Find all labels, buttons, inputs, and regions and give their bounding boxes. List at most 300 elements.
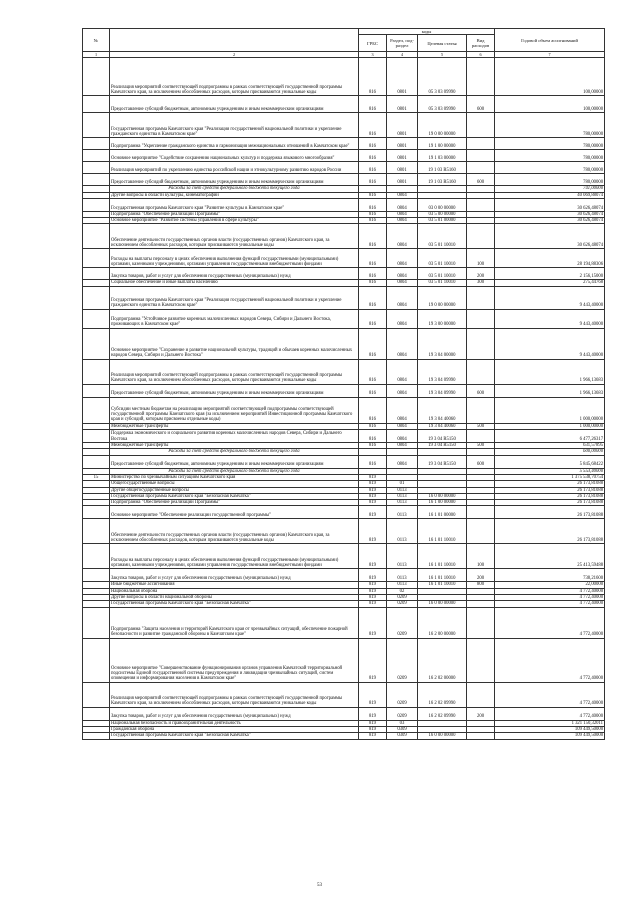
expense-type-cell: 200 [467,707,495,720]
grbs-cell: 819 [359,682,387,707]
expense-type-cell [467,328,495,359]
amount-cell: 1 000,00000 [495,423,605,429]
grbs-cell: 819 [359,500,387,506]
amount-cell: 4 772,40000 [495,638,605,682]
grbs-cell: 819 [359,601,387,607]
expense-type-cell [467,397,495,423]
row-number-cell [83,138,110,150]
expense-type-cell: 100 [467,249,495,268]
col-num-5: 5 [418,52,467,58]
amount-cell: 6 477,26317 [495,430,605,443]
grbs-cell: 816 [359,286,387,309]
razdel-cell: 0801 [387,138,418,150]
razdel-cell: 0804 [387,286,418,309]
row-name-cell: Государственная программа Камчатского края "Реализация государственной национальной политики и укрепление гражданского единства в Камчатском крае" [110,286,359,309]
razdel-cell: 0801 [387,150,418,162]
target-article-cell: 16 0 00 00000 [418,733,467,739]
amount-cell: 40 069,88074 [495,192,605,198]
table-row [83,607,605,638]
table-row [83,638,605,682]
header-grbs: ГРБС [359,35,387,52]
row-number-cell [83,638,110,682]
row-name-cell: Подпрограмма "Обеспечение реализации Программы" [110,211,359,217]
expense-type-cell [467,198,495,211]
grbs-cell: 819 [359,607,387,638]
amount-cell: 1 966,13683 [495,359,605,384]
target-article-cell: 03 5 01 10010 [418,249,467,268]
row-name-cell: Подпрограмма "Защита населения и территорий Камчатского края от чрезвычайных ситуаций, обеспечение пожарной безопасности и развитие гражданской обороны в Камчатском крае" [110,607,359,638]
table-row [83,544,605,569]
razdel-cell: 0801 [387,174,418,186]
row-number-cell [83,384,110,397]
row-name-cell: Закупка товаров, работ и услуг для обеспечения государственных (муниципальных) нужд [110,569,359,582]
row-number-cell [83,113,110,138]
target-article-cell: 16 0 00 00000 [418,493,467,499]
target-article-cell: 19 3 04 R5150 [418,443,467,449]
expense-type-cell [467,224,495,249]
grbs-cell: 819 [359,487,387,493]
row-name-cell: Поддержка экономического и социального развития коренных малочисленных народов Севера, Сибири и Дальнего Востока [110,430,359,443]
row-name-cell: Обеспечение деятельности государственных органов власти (государственных органов) Камчатского края, за исключением обособленных расходов, которым присваиваются уникальные коды [110,224,359,249]
target-article-cell: 19 0 00 00000 [418,113,467,138]
table-row [83,430,605,443]
expense-type-cell: 500 [467,423,495,429]
target-article-cell: 16 0 00 00000 [418,601,467,607]
expense-type-cell [467,58,495,96]
amount-cell: 26 173,81088 [495,506,605,519]
row-number-cell [83,544,110,569]
row-number-cell [83,455,110,468]
grbs-cell: 819 [359,707,387,720]
grbs-cell: 816 [359,249,387,268]
table-row [83,397,605,423]
table-row [83,224,605,249]
row-name-cell: Основное мероприятие "Совершенствование функционирования органов управления Камчатской территориальной подсистемы Единой государственной системы предупреждения и ликвидации чрезвычайных ситуаций, систем оповещения и информирования населения в Камчатском крае" [110,638,359,682]
grbs-cell: 816 [359,150,387,162]
grbs-cell: 816 [359,430,387,443]
table-row [83,174,605,186]
target-article-cell: 03 5 01 10010 [418,224,467,249]
razdel-cell: 0801 [387,96,418,113]
razdel-cell: 0209 [387,682,418,707]
target-article-cell: 19 3 04 09990 [418,384,467,397]
grbs-cell: 816 [359,384,387,397]
expense-type-cell [467,638,495,682]
expense-type-cell [467,309,495,328]
grbs-cell: 816 [359,455,387,468]
table-row [83,733,605,739]
amount-cell: 26 173,81088 [495,500,605,506]
amount-cell: 26 173,81088 [495,493,605,499]
row-name-cell: Государственная программа Камчатского края "Развитие культуры в Камчатском крае" [110,198,359,211]
razdel-cell: 0209 [387,638,418,682]
razdel-cell: 0209 [387,601,418,607]
grbs-cell: 819 [359,733,387,739]
row-number-cell [83,682,110,707]
grbs-cell: 816 [359,268,387,280]
amount-cell: 4 772,40000 [495,601,605,607]
row-name-cell: Министерство по чрезвычайным ситуациям Камчатского края [110,474,359,480]
table-row [83,286,605,309]
grbs-cell: 816 [359,309,387,328]
row-number-cell [83,58,110,96]
target-article-cell: 16 2 02 09990 [418,707,467,720]
expense-type-cell: 300 [467,280,495,286]
target-article-cell: 19 3 04 40060 [418,397,467,423]
amount-cell: 100,00000 [495,96,605,113]
razdel-cell: 03 [387,720,418,726]
target-article-cell: 16 1 00 00000 [418,500,467,506]
target-article-cell: 19 3 00 00000 [418,309,467,328]
row-number-cell [83,96,110,113]
row-name-cell: Национальная оборона [110,588,359,594]
expense-type-cell [467,359,495,384]
grbs-cell: 819 [359,595,387,601]
grbs-cell: 816 [359,328,387,359]
expense-type-cell [467,682,495,707]
razdel-cell: 0804 [387,359,418,384]
table-row [83,162,605,174]
expense-type-cell [467,286,495,309]
row-number-cell [83,249,110,268]
expense-type-cell: 600 [467,96,495,113]
expense-type-cell: 500 [467,443,495,449]
budget-table [82,28,605,740]
amount-cell: 4 772,40000 [495,707,605,720]
amount-cell: 780,00000 [495,113,605,138]
target-article-cell: 19 3 04 40060 [418,423,467,429]
row-name-cell: Предоставление субсидий бюджетным, автономным учреждениям и иным некоммерческим организациям [110,174,359,186]
target-article-cell: 16 1 01 10010 [418,519,467,544]
grbs-cell: 816 [359,423,387,429]
target-article-cell: 16 1 01 00000 [418,506,467,519]
row-name-cell: Реализация мероприятий соответствующей подпрограммы в рамках соответствующей государственной программы Камчатского края, за исключением обособленных расходов, которым присваиваются уникальные коды [110,359,359,384]
row-number-cell: 15 [83,474,110,480]
grbs-cell: 819 [359,569,387,582]
table-row [83,268,605,280]
grbs-cell: 816 [359,280,387,286]
razdel-cell: 0804 [387,280,418,286]
row-name-cell: Основное мероприятие "Сохранение и развитие национальной культуры, традиций и обычаев коренных малочисленных народов Севера, Сибири и Дальнего Востока" [110,328,359,359]
grbs-cell: 819 [359,519,387,544]
razdel-cell: 0801 [387,113,418,138]
row-number-cell [83,707,110,720]
amount-cell: 28 194,88306 [495,249,605,268]
razdel-cell: 0804 [387,455,418,468]
row-number-cell [83,286,110,309]
target-article-cell: 19 3 04 R5150 [418,430,467,443]
amount-cell: 26 173,81088 [495,519,605,544]
table-row [83,309,605,328]
target-article-cell: 03 5 01 10010 [418,280,467,286]
budget-table-page [82,28,604,740]
col-num-3: 3 [359,52,387,58]
grbs-cell: 819 [359,474,387,480]
razdel-cell: 0804 [387,397,418,423]
target-article-cell: 05 3 03 09990 [418,58,467,96]
razdel-cell: 0801 [387,58,418,96]
header-num: № [83,29,110,52]
target-article-cell: 16 2 02 00000 [418,638,467,682]
table-row [83,96,605,113]
razdel-cell: 0804 [387,198,418,211]
grbs-cell: 816 [359,198,387,211]
amount-cell: 5 845,68422 [495,455,605,468]
target-article-cell: 03 0 00 00000 [418,198,467,211]
expense-type-cell [467,430,495,443]
amount-cell: 738,21600 [495,569,605,582]
amount-cell: 780,00000 [495,174,605,186]
target-article-cell: 19 1 03 R5160 [418,174,467,186]
expense-type-cell [467,733,495,739]
grbs-cell: 819 [359,493,387,499]
row-name-cell: Государственная программа Камчатского края "Безопасная Камчатка" [110,733,359,739]
row-name-cell: Иные бюджетные ассигнования [110,582,359,588]
amount-cell: 275,44768 [495,280,605,286]
row-name-cell: Основное мероприятие "Содействие сохранению национальных культур и поддержка языкового многообразия" [110,150,359,162]
row-number-cell [83,569,110,582]
row-name-cell: Государственная программа Камчатского края "Безопасная Камчатка" [110,601,359,607]
target-article-cell: 19 3 04 00000 [418,328,467,359]
grbs-cell: 816 [359,58,387,96]
grbs-cell: 816 [359,224,387,249]
amount-cell: 5 553,40000 [495,468,605,474]
table-row [83,150,605,162]
grbs-cell: 819 [359,506,387,519]
expense-type-cell: 600 [467,174,495,186]
target-article-cell: 19 1 00 00000 [418,138,467,150]
row-number-cell [83,397,110,423]
razdel-cell: 0113 [387,519,418,544]
razdel-cell: 0209 [387,595,418,601]
header-razdel: Раздел, под- раздел [387,35,418,52]
col-num-1: 1 [83,52,110,58]
grbs-cell: 819 [359,481,387,487]
row-number-cell [83,607,110,638]
razdel-cell: 0309 [387,726,418,732]
target-article-cell: 19 1 03 00000 [418,150,467,162]
target-article-cell: 16 2 02 09990 [418,682,467,707]
amount-cell: 9 443,40000 [495,328,605,359]
amount-cell: 780,00000 [495,162,605,174]
amount-cell: 780,00000 [495,150,605,162]
expense-type-cell [467,607,495,638]
amount-cell: 22,00000 [495,582,605,588]
grbs-cell: 819 [359,588,387,594]
amount-cell: 2 156,15000 [495,268,605,280]
razdel-cell: 0113 [387,544,418,569]
amount-cell: 100,00000 [495,58,605,96]
row-name-cell: Национальная безопасность и правоохранительная деятельность [110,720,359,726]
row-name-cell: Расходы на выплаты персоналу в целях обеспечения выполнения функций государственными (муниципальными) органами, казенными учреждениями, органами управления государственными внебюджетными фондами [110,544,359,569]
razdel-cell: 0113 [387,582,418,588]
table-row [83,138,605,150]
header-amount: Годовой объем ассигнований [495,29,605,52]
table-row [83,198,605,211]
table-row [83,682,605,707]
amount-cell: 109 449,50000 [495,733,605,739]
razdel-cell: 0113 [387,569,418,582]
row-name-cell: Расходы на выплаты персоналу в целях обеспечения выполнения функций государственными (муниципальными) органами, казенными учреждениями, органами управления государственными внебюджетными фондами [110,249,359,268]
row-name-cell: Предоставление субсидий бюджетным, автономным учреждениям и иным некоммерческим организациям [110,384,359,397]
row-name-cell: Реализация мероприятий по укреплению единства российской нации и этнокультурному развитию народов России [110,162,359,174]
target-article-cell: 19 3 04 R5150 [418,455,467,468]
table-row [83,359,605,384]
row-name-cell: Предоставление субсидий бюджетным, автономным учреждениям и иным некоммерческим организациям [110,455,359,468]
razdel-cell: 0113 [387,500,418,506]
row-name-cell: Обеспечение деятельности государственных органов власти (государственных органов) Камчатского края, за исключением обособленных расходов, которым присваиваются уникальные коды [110,519,359,544]
row-number-cell [83,359,110,384]
row-number-cell [83,430,110,443]
expense-type-cell [467,506,495,519]
expense-type-cell: 200 [467,268,495,280]
row-name-cell: Социальное обеспечение и иные выплаты населению [110,280,359,286]
razdel-cell: 0113 [387,487,418,493]
header-codes: коды [359,29,495,35]
page-number: 53 [317,883,322,888]
razdel-cell: 0804 [387,328,418,359]
grbs-cell: 819 [359,582,387,588]
grbs-cell: 819 [359,726,387,732]
expense-type-cell: 100 [467,544,495,569]
razdel-cell: 0804 [387,384,418,397]
amount-cell: 1 966,13683 [495,384,605,397]
amount-cell: 631,57895 [495,443,605,449]
target-article-cell: 16 1 01 10010 [418,544,467,569]
expense-type-cell [467,519,495,544]
razdel-cell: 0804 [387,192,418,198]
row-name-cell: Реализация мероприятий соответствующей подпрограммы в рамках соответствующей государственной программы Камчатского края, за исключением обособленных расходов, которым присваиваются уникальные коды [110,682,359,707]
row-name-cell: Межбюджетные трансферты [110,443,359,449]
table-row [83,519,605,544]
target-article-cell: 19 1 03 R5160 [418,162,467,174]
amount-cell: 780,00000 [495,138,605,150]
row-name-cell: Подпрограмма "Обеспечение реализации Программы" [110,500,359,506]
header-name [110,29,359,52]
amount-cell: 109 449,50000 [495,726,605,732]
grbs-cell: 816 [359,359,387,384]
expense-type-cell [467,138,495,150]
expense-type-cell: 800 [467,582,495,588]
grbs-cell: 816 [359,174,387,186]
row-name-cell: Межбюджетные трансферты [110,423,359,429]
expense-type-cell [467,162,495,174]
row-name-cell: Подпрограмма "Устойчивое развитие коренных малочисленных народов Севера, Сибири и Дальнего Востока, проживающих в Камчатском крае" [110,309,359,328]
row-name-cell: Субсидии местным бюджетам на реализацию мероприятий соответствующей подпрограммы соответствующей государственной программы Камчатского края (за исключением мероприятий Инвестиционной программы Камчатского края и субсидий, которым присвоены отдельные коды) [110,397,359,423]
expense-type-cell [467,150,495,162]
table-row [83,249,605,268]
amount-cell: 9 443,40000 [495,309,605,328]
amount-cell: 4 772,40000 [495,682,605,707]
razdel-cell: 01 [387,481,418,487]
grbs-cell: 816 [359,192,387,198]
amount-cell: 26 173,81088 [495,481,605,487]
row-number-cell [83,162,110,174]
col-num-6: 6 [467,52,495,58]
row-number-cell [83,224,110,249]
table-row [83,455,605,468]
row-name-cell: Другие общегосударственные вопросы [110,487,359,493]
amount-cell: 30 626,48074 [495,211,605,217]
row-number-cell [83,268,110,280]
row-number-cell [83,328,110,359]
row-name-cell: Реализация мероприятий соответствующей подпрограммы в рамках соответствующей государственной программы Камчатского края, за исключением обособленных расходов, которым присваиваются уникальные коды [110,58,359,96]
amount-cell: 741,00000 [495,186,605,192]
target-article-cell: 16 2 00 00000 [418,607,467,638]
row-number-cell [83,309,110,328]
razdel-cell: 0804 [387,443,418,449]
expense-type-cell: 600 [467,455,495,468]
razdel-cell: 0113 [387,506,418,519]
razdel-cell: 0804 [387,211,418,217]
grbs-cell: 816 [359,162,387,174]
row-number-cell [83,519,110,544]
col-num-7: 7 [495,52,605,58]
grbs-cell: 816 [359,443,387,449]
expense-type-cell: 200 [467,569,495,582]
amount-cell: 1 375 538,70754 [495,474,605,480]
amount-cell: 4 772,40000 [495,595,605,601]
razdel-cell: 0209 [387,607,418,638]
grbs-cell: 816 [359,218,387,224]
razdel-cell: 0804 [387,430,418,443]
target-article-cell: 03 5 00 00000 [418,211,467,217]
expense-type-cell: 600 [467,384,495,397]
header-vr: Вид расходов [467,35,495,52]
amount-cell: 30 626,48074 [495,224,605,249]
row-number-cell [83,150,110,162]
target-article-cell: 19 3 04 09990 [418,359,467,384]
razdel-cell: 0801 [387,162,418,174]
table-row [83,384,605,397]
table-row [83,506,605,519]
amount-cell: 4 772,40000 [495,588,605,594]
row-name-cell: Другие вопросы в области национальной обороны [110,595,359,601]
row-name-cell: Закупка товаров, работ и услуг для обеспечения государственных (муниципальных) нужд [110,707,359,720]
row-name-cell: Государственная программа Камчатского края "Реализация государственной национальной политики и укрепление гражданского единства в Камчатском крае" [110,113,359,138]
expense-type-cell [467,113,495,138]
amount-cell: 4 772,40000 [495,607,605,638]
target-article-cell: 03 5 01 10010 [418,268,467,280]
razdel-cell: 0804 [387,218,418,224]
amount-cell: 9 443,40000 [495,286,605,309]
grbs-cell: 816 [359,397,387,423]
table-row [83,58,605,96]
row-name-cell: Расходы за счет средств федерального бюджета текущего года [110,449,359,455]
grbs-cell: 816 [359,96,387,113]
razdel-cell: 0804 [387,309,418,328]
target-article-cell: 05 3 03 09990 [418,96,467,113]
razdel-cell: 0209 [387,707,418,720]
row-number-cell [83,506,110,519]
amount-cell: 600,00000 [495,449,605,455]
amount-cell: 25 413,59488 [495,544,605,569]
target-article-cell: 03 5 01 00000 [418,218,467,224]
row-name-cell: Государственная программа Камчатского края "Безопасная Камчатка" [110,493,359,499]
header-row-top [83,29,605,35]
amount-cell: 30 626,48074 [495,198,605,211]
row-name-cell: Закупка товаров, работ и услуг для обеспечения государственных (муниципальных) нужд [110,268,359,280]
header-cs: Целевая статья [418,35,467,52]
grbs-cell: 816 [359,113,387,138]
row-name-cell: Другие вопросы в области культуры, кинематографии [110,192,359,198]
amount-cell: 1 000,00000 [495,397,605,423]
table-row [83,113,605,138]
grbs-cell: 819 [359,544,387,569]
amount-cell: 26 173,81088 [495,487,605,493]
grbs-cell: 816 [359,138,387,150]
razdel-cell: 0804 [387,249,418,268]
